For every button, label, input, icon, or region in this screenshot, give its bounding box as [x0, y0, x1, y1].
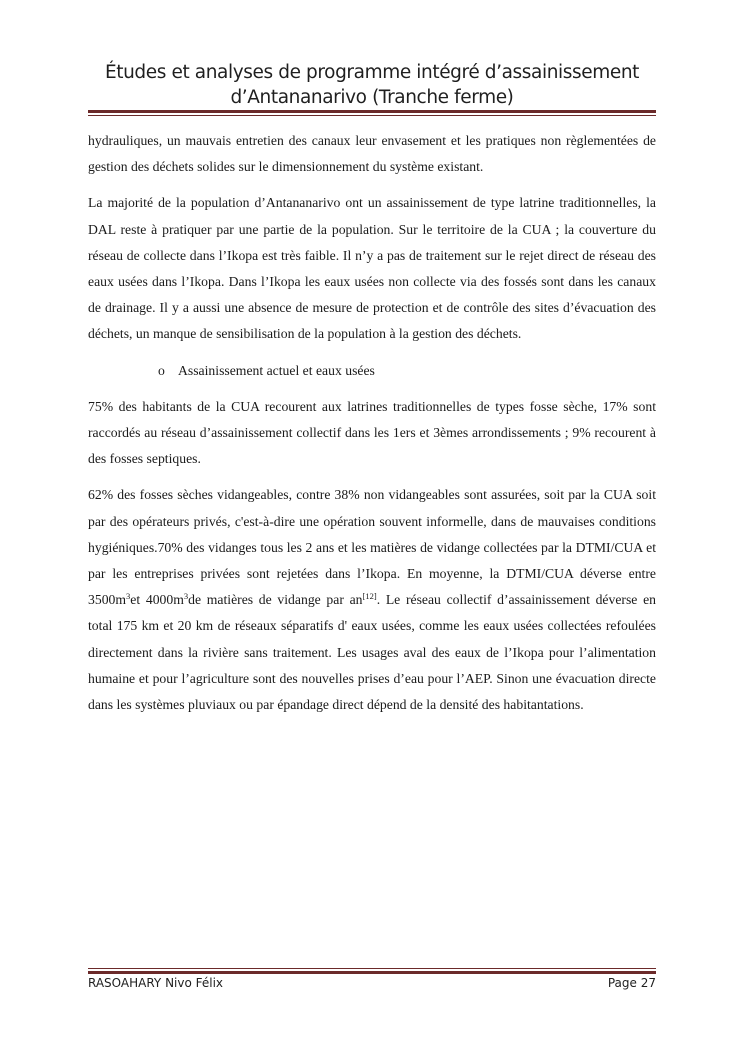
header-title-line-2: d’Antananarivo (Tranche ferme): [230, 87, 514, 108]
paragraph-3: 75% des habitants de la CUA recourent aux latrines traditionnelles de types fosse sèche, 17% sont raccordés au réseau d’assainissement collectif dans les 1ers et 3èmes arrondissements ; 9% recourent à des fosses septiques.: [88, 398, 656, 467]
bullet-text: Assainissement actuel et eaux usées: [178, 362, 375, 378]
footer-rule-thin: [88, 968, 656, 969]
paragraph-4-part-d: . Le réseau collectif d’assainissement déverse en total 175 km et 20 km de réseaux séparatifs d' eaux usées, comme les eaux usées collectées refoulées directement dans la rivière sans traitement. Les usages aval des eaux de l’Ikopa pour l’alimentation humaine et pour l’agriculture sont des nouvelles prises d’eau pour l’AEP. Sinon une évacuation directe dans les systèmes pluviaux ou par épandage direct dépend de la densité des habitantations.: [88, 592, 656, 713]
header-title-line-1: Études et analyses de programme intégré d’assainissement: [104, 62, 640, 83]
paragraph-4-part-c: de matières de vidange par an: [188, 592, 363, 608]
paragraph-2: La majorité de la population d’Antananarivo ont un assainissement de type latrine traditionnelles, la DAL reste à pratiquer par une partie de la population. Sur le territoire de la CUA ; la couverture du réseau de collecte dans l’Ikopa est très faible. Il n’y a pas de traitement sur le rejet direct de réseau des eaux usées dans l’Ikopa. Dans l’Ikopa les eaux usées non collecte via des fossés sont dans les canaux de drainage. Il y a aussi une absence de mesure de protection et de contrôle des sites d’évacuation des déchets, un manque de sensibilisation de la population à la gestion des déchets.: [88, 195, 656, 342]
paragraph-4: [88, 482, 656, 718]
page-header-title: [88, 60, 656, 110]
superscript-cubic-1: 3: [126, 591, 131, 602]
header-rule-thick: [88, 110, 656, 113]
superscript-cubic-2: 3: [183, 591, 189, 602]
footer-page-number: Page 27: [607, 976, 656, 990]
document-body: [88, 128, 656, 728]
footer-rule-thick: [88, 971, 656, 974]
paragraph-4-part-b: et 4000m: [130, 592, 184, 608]
footer-author: RASOAHARY Nivo Félix: [88, 976, 224, 990]
page-footer: [88, 976, 656, 990]
paragraph-1: hydrauliques, un mauvais entretien des canaux leur envasement et les pratiques non règlementées de gestion des déchets solides sur le dimensionnement du système existant.: [88, 133, 656, 175]
paragraph-4-part-a: 62% des fosses sèches vidangeables, contre 38% non vidangeables sont assurées, soit par la CUA soit par des opérateurs privés, c'est-à-dire une opération souvent informelle, dans de mauvaises conditions hygiéniques.70% des vidanges tous les 2 ans et les matières de vidange collectées par la DTMI/CUA et par les entreprises privées sont rejetées dans l’Ikopa. En moyenne, la DTMI/CUA déverse entre 3500m: [88, 487, 656, 608]
bullet-marker: o: [158, 362, 165, 378]
bullet-item: [88, 358, 656, 384]
header-rule-thin: [88, 115, 656, 116]
citation-reference: [12]: [362, 591, 377, 602]
